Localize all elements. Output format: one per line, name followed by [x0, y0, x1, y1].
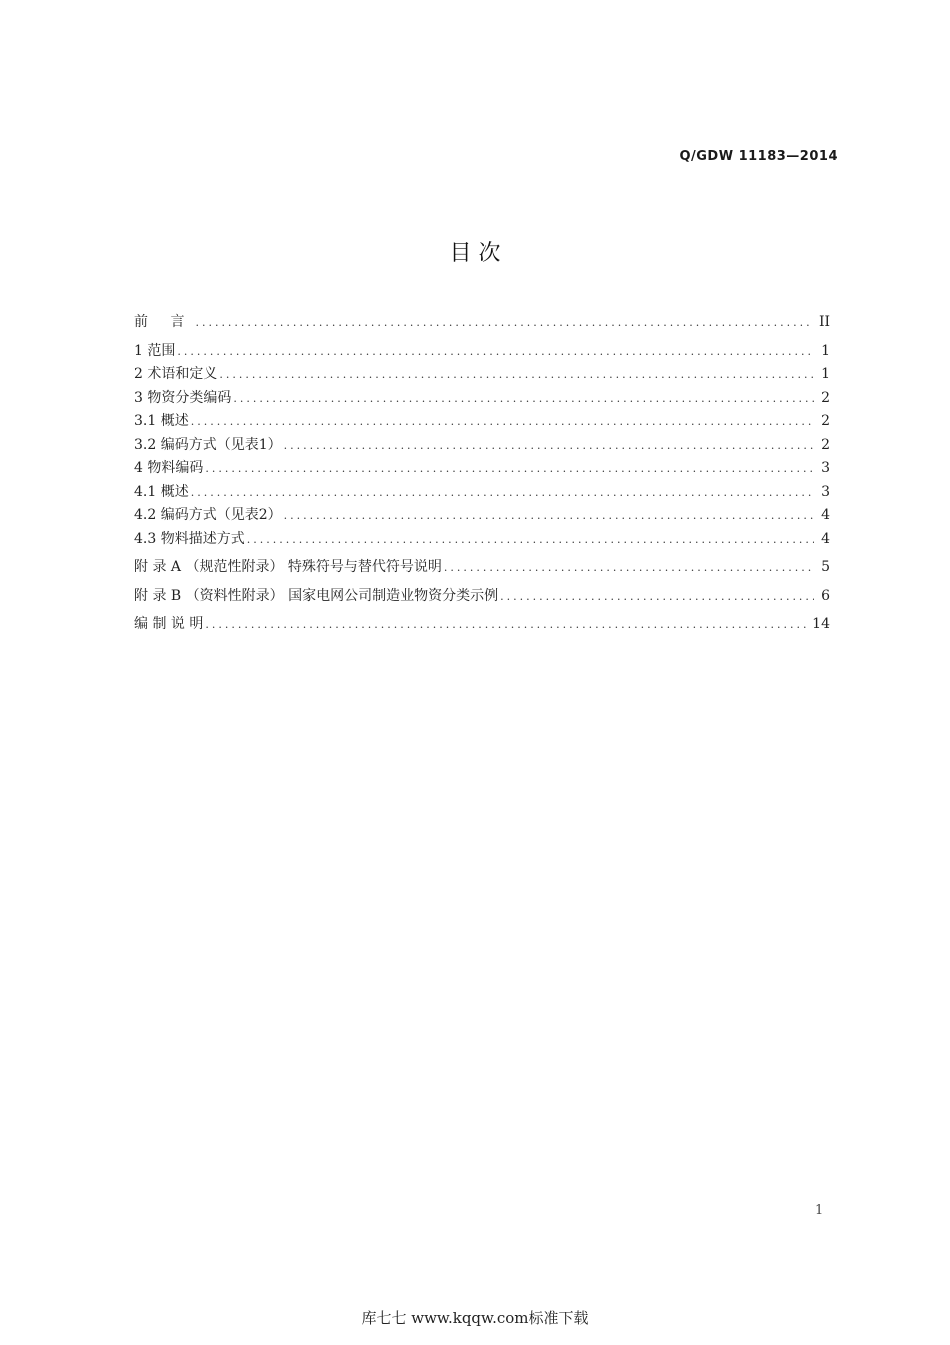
toc-entry-label: 4.3 物料描述方式	[134, 530, 245, 547]
toc-entry-page: II	[818, 314, 830, 330]
toc-entry-label: 4 物料编码	[134, 460, 204, 476]
toc-entry-3-1-overview[interactable]	[134, 410, 830, 434]
toc-entry-scope[interactable]	[134, 340, 830, 364]
toc-entry-page: 2	[821, 436, 830, 453]
toc-entry-appendix-a[interactable]	[134, 556, 830, 580]
toc-entry-page: 2	[821, 413, 830, 429]
toc-entry-material-coding[interactable]	[134, 457, 830, 481]
toc-entry-label: 附 录 B （资料性附录） 国家电网公司制造业物资分类示例	[134, 587, 499, 604]
toc-entry-label: 3.1 概述	[134, 413, 189, 429]
toc-entry-label: 3 物资分类编码	[134, 389, 232, 406]
toc-entry-appendix-b[interactable]	[134, 585, 830, 609]
toc-entry-page: 3	[821, 460, 830, 476]
toc-entry-label: 2 术语和定义	[134, 366, 218, 382]
toc-leader-dots	[233, 387, 814, 411]
page-number: 1	[815, 1203, 824, 1218]
toc-leader-dots	[191, 481, 814, 505]
toc-leader-dots	[219, 363, 814, 387]
toc-leader-dots	[177, 340, 814, 364]
toc-leader-dots	[284, 434, 814, 458]
toc-leader-dots	[205, 613, 806, 637]
toc-entry-compilation-notes[interactable]	[134, 613, 830, 637]
document-code: Q/GDW 11183—2014	[679, 149, 838, 164]
toc-leader-dots	[444, 556, 814, 580]
toc-entry-4-1-overview[interactable]	[134, 481, 830, 505]
toc-entry-page: 1	[821, 342, 830, 359]
footer-watermark-text: 库七七 www.kqqw.com标准下载	[361, 1309, 589, 1327]
toc-entry-page: 14	[812, 616, 830, 632]
toc-entry-classification-coding[interactable]	[134, 387, 830, 411]
table-of-contents	[134, 311, 830, 637]
toc-entry-label: 附 录 A （规范性附录） 特殊符号与替代符号说明	[134, 559, 442, 575]
toc-leader-dots	[195, 311, 812, 335]
toc-entry-page: 2	[821, 389, 830, 406]
toc-leader-dots	[191, 410, 814, 434]
toc-entry-label: 前 言	[134, 314, 194, 330]
toc-entry-label: 1 范围	[134, 342, 176, 359]
toc-entry-terms[interactable]	[134, 363, 830, 387]
toc-leader-dots	[500, 585, 814, 609]
toc-entry-page: 1	[821, 366, 830, 382]
toc-leader-dots	[284, 504, 814, 528]
toc-entry-label: 3.2 编码方式（见表1）	[134, 436, 282, 453]
page-title: 目 次	[449, 241, 501, 266]
toc-entry-page: 4	[821, 507, 830, 523]
toc-leader-dots	[205, 457, 814, 481]
toc-entry-4-3-description-method[interactable]	[134, 528, 830, 552]
toc-entry-label: 4.1 概述	[134, 483, 189, 500]
toc-leader-dots	[247, 528, 814, 552]
toc-entry-page: 5	[821, 559, 830, 575]
toc-entry-label: 编 制 说 明	[134, 616, 204, 632]
toc-entry-3-2-coding-method[interactable]	[134, 434, 830, 458]
toc-entry-page: 6	[821, 587, 830, 604]
toc-entry-page: 3	[821, 483, 830, 500]
toc-entry-label: 4.2 编码方式（见表2）	[134, 507, 282, 523]
toc-entry-foreword[interactable]	[134, 311, 830, 335]
toc-entry-4-2-coding-method[interactable]	[134, 504, 830, 528]
toc-entry-page: 4	[821, 530, 830, 547]
